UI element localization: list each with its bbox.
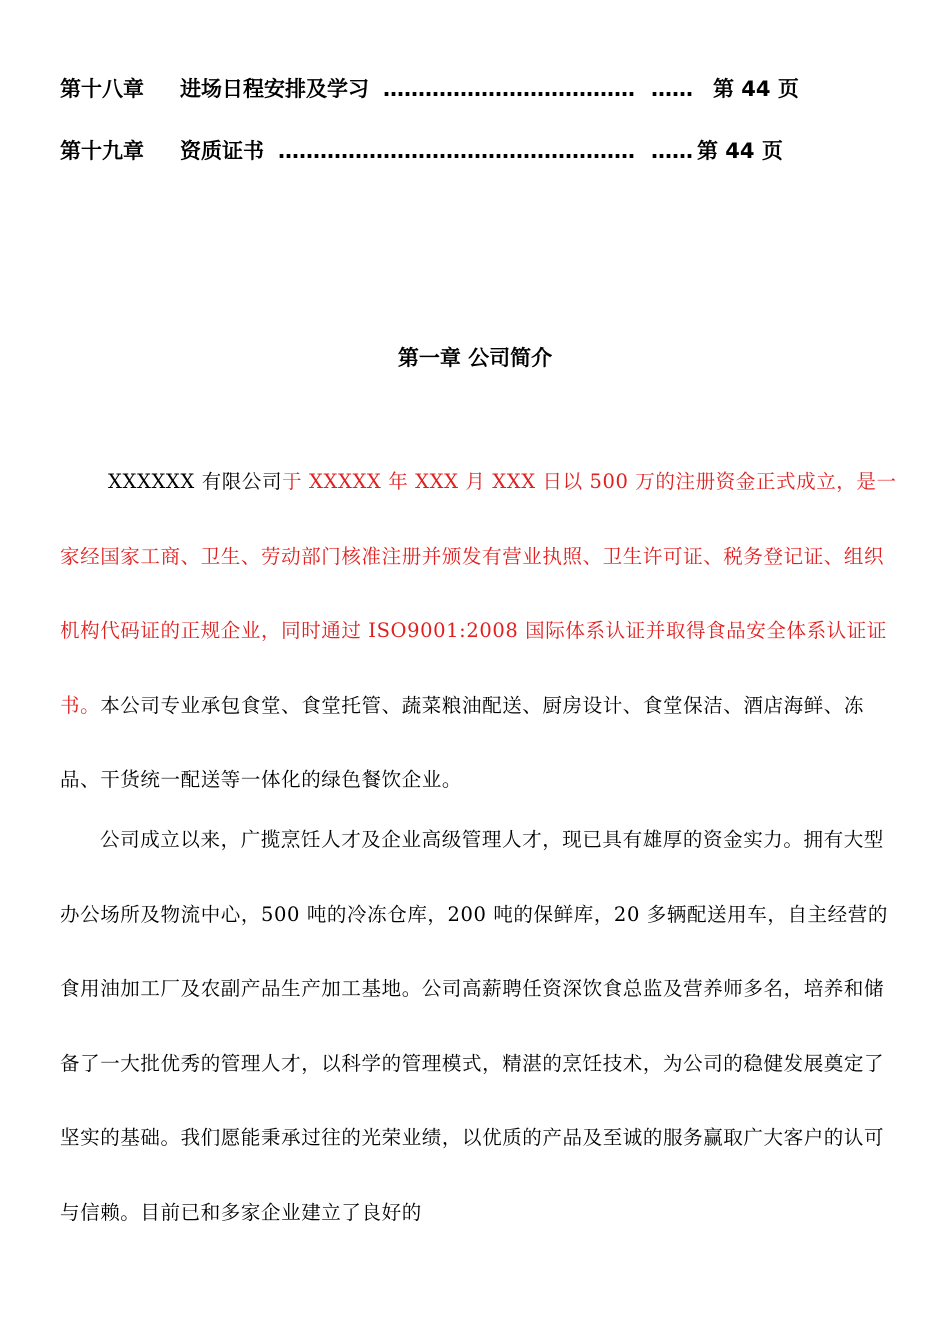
business-scope-text: 本公司专业承包食堂、食堂托管、蔬菜粮油配送、厨房设计、食堂保洁、酒店海鲜、冻品、干货统一配送等一体化的绿色餐饮企业。 <box>60 693 865 791</box>
toc-page-number: 第 44 页 <box>697 139 783 163</box>
toc-title: 进场日程安排及学习 <box>180 77 369 101</box>
company-history-paragraph: 公司成立以来，广揽烹饪人才及企业高级管理人才，现已具有雄厚的资金实力。拥有大型办公场所及物流中心，500 吨的冷冻仓库，200 吨的保鲜库，20 多辆配送用车，自主经营的食用油加工厂及农副产品生产加工基地。公司高薪聘任资深饮食总监及营养师多名，培养和储备了一大批优秀的管理人才，以科学的管理模式，精湛的烹饪技术，为公司的稳健发展奠定了坚实的基础。我们愿能秉承过往的光荣业绩，以优质的产品及至诚的服务赢取广大客户的认可与信赖。目前已和多家企业建立了良好的 <box>60 828 888 1224</box>
toc-page-number: 第 44 页 <box>713 77 799 101</box>
company-name: XXXXXX 有限公司 <box>108 470 283 493</box>
intro-paragraph <box>60 445 900 818</box>
toc-leader-dots-tail: …… <box>651 139 693 163</box>
toc-chapter-label: 第十八章 <box>60 77 144 101</box>
toc-leader-dots-tail: …… <box>651 77 693 101</box>
toc-chapter-label: 第十九章 <box>60 139 144 163</box>
toc-entry-19[interactable] <box>60 131 783 171</box>
chapter-heading: 第一章 公司简介 <box>397 346 553 370</box>
toc-entry-18[interactable] <box>60 69 799 109</box>
toc-leader-dots: ……………………………… <box>383 77 635 101</box>
highlighted-registration-text: 于 XXXXX 年 XXX 月 XXX 日以 500 万的注册资金正式成立，是一家经国家工商、卫生、劳动部门核准注册并颁发有营业执照、卫生许可证、税务登记证、组织机构代码证的正规企业，同时通过 ISO9001:2008 国际体系认证并取得食品安全体系认证证书。 <box>60 470 897 717</box>
toc-leader-dots: …………………………………………… <box>278 139 635 163</box>
toc-title: 资质证书 <box>180 139 264 163</box>
